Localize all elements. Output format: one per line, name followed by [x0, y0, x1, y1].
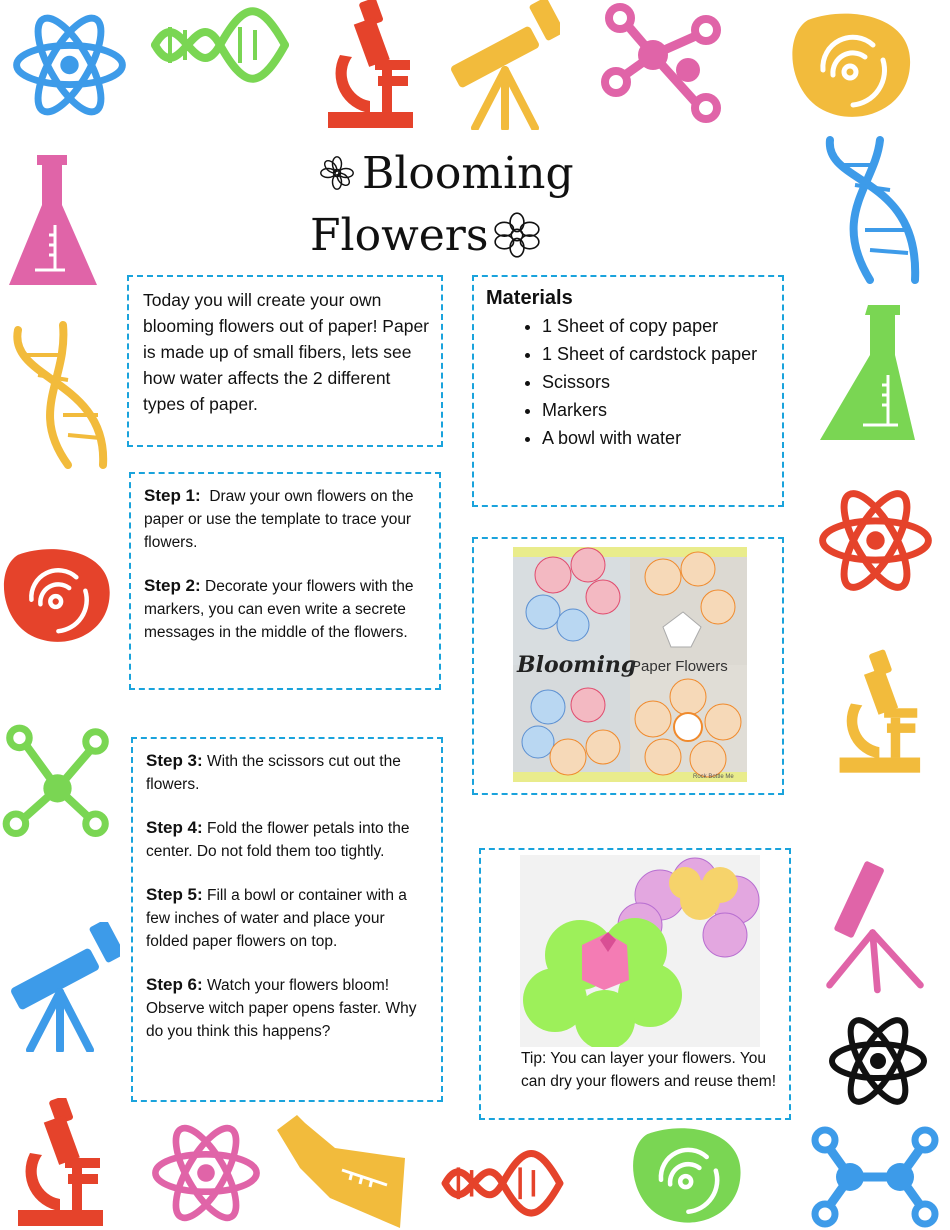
list-item: • Scissors [542, 368, 772, 396]
cell-icon [0, 540, 115, 655]
step-label: Step 2: [144, 576, 201, 595]
step-label: Step 3: [146, 751, 203, 770]
intro-text: Today you will create your own blooming flowers out of paper! Paper is made up of small fibers, lets see how water affects the 2 different types of paper. [143, 290, 429, 414]
molecule-icon [0, 712, 115, 847]
step-label: Step 6: [146, 975, 203, 994]
microscope-icon [832, 648, 922, 778]
folded-flowers-photo [520, 855, 760, 1047]
step-text: Fill a bowl or container with a few inches of water and place your folded paper flowers on top. [146, 887, 407, 950]
photo-box [472, 537, 784, 795]
page-title-line1: Blooming [362, 148, 574, 199]
dna-icon [150, 5, 290, 90]
telescope-icon [820, 848, 930, 998]
cell-icon [788, 10, 916, 125]
list-item: • A bowl with water [542, 424, 772, 452]
telescope-icon [445, 0, 560, 130]
molecule-icon [598, 0, 728, 130]
microscope-icon [320, 0, 415, 130]
molecule-icon [805, 1122, 945, 1230]
tip-box [479, 848, 791, 1120]
materials-heading: Materials [486, 287, 573, 309]
flask-icon [272, 1110, 412, 1230]
step-1 [144, 484, 427, 554]
list-item: • 1 Sheet of cardstock paper [542, 340, 772, 368]
photo-credit: Rock Bottle Me [693, 774, 734, 780]
atom-icon [150, 1118, 262, 1228]
flask-icon [5, 150, 100, 290]
cell-icon [625, 1125, 750, 1230]
step-label: Step 5: [146, 885, 203, 904]
step-5 [146, 883, 429, 953]
paper-flowers-photo [513, 547, 747, 782]
step-4 [146, 816, 429, 863]
dna-icon [430, 1148, 575, 1223]
step-text: Decorate your flowers with the markers, you can even write a secrete messages in the middle of the flowers. [144, 578, 414, 641]
list-item: • 1 Sheet of copy paper [542, 312, 772, 340]
dna-icon [820, 135, 925, 285]
list-item: • Markers [542, 396, 772, 424]
page-title-line2: Flowers [310, 210, 489, 261]
atom-icon [828, 1005, 928, 1117]
step-3 [146, 749, 429, 796]
atom-icon [818, 478, 933, 603]
telescope-icon [5, 922, 120, 1052]
step-text: Draw your own flowers on the paper or use the template to trace your flowers. [144, 488, 414, 551]
step-text: With the scissors cut out the flowers. [146, 753, 401, 793]
flower-icon [492, 212, 542, 258]
step-6 [146, 973, 429, 1043]
intro-box [127, 275, 443, 447]
microscope-icon [10, 1098, 105, 1228]
photo-word-1: Blooming [517, 652, 637, 678]
step-text: Fold the flower petals into the center. Do not fold them too tightly. [146, 820, 410, 860]
flask-icon [818, 300, 918, 445]
tip-text: Tip: You can layer your flowers. You can dry your flowers and reuse them! [521, 1050, 777, 1090]
atom-icon [12, 5, 127, 125]
dna-icon [8, 320, 113, 470]
photo-word-2: Paper Flowers [631, 658, 728, 675]
step-2 [144, 574, 427, 644]
step-label: Step 4: [146, 818, 203, 837]
steps-box-2 [131, 737, 443, 1102]
steps-box-1 [129, 472, 441, 690]
step-label: Step 1: [144, 486, 201, 505]
materials-list [486, 312, 772, 452]
step-text: Watch your flowers bloom! Observe witch paper opens faster. Why do you think this happens? [146, 977, 417, 1040]
materials-box [472, 275, 784, 507]
flower-icon [318, 155, 356, 191]
